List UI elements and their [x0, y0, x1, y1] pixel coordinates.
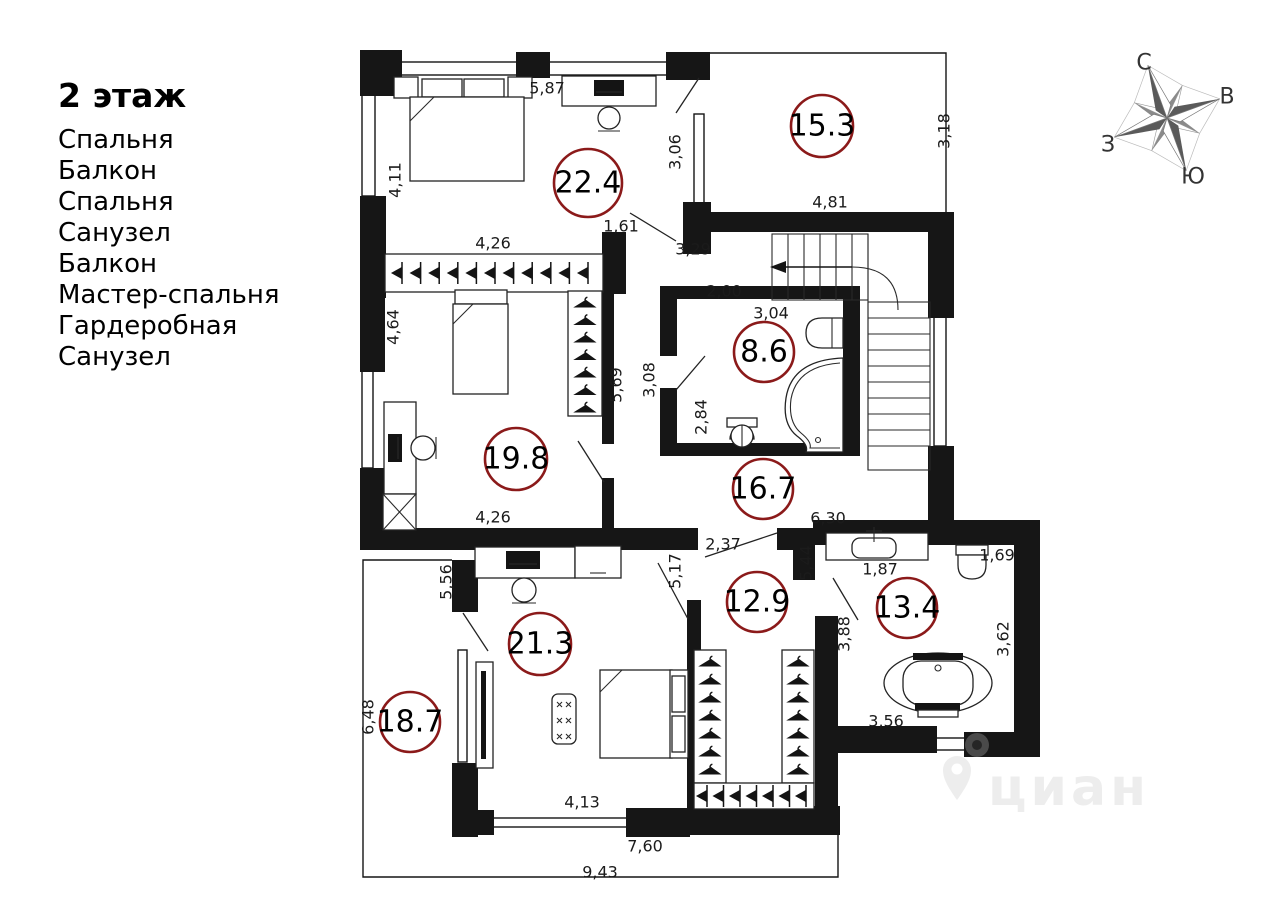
room-area-value: 12.9: [723, 584, 791, 620]
dim-label: 2,37: [705, 534, 741, 554]
compass-east-label: В: [1219, 84, 1235, 110]
chair-icon: [411, 436, 435, 460]
dim-label: 2,84: [691, 399, 711, 435]
dim-label: 6,48: [358, 699, 378, 735]
dim-label: 5,56: [436, 564, 456, 600]
wall: [602, 232, 626, 294]
dim-label: 7,60: [627, 836, 663, 856]
window-left-bedroom2: [362, 370, 373, 468]
dimension-labels: [359, 79, 1015, 882]
legend-item-bedroom-2: Спальня: [58, 187, 174, 217]
window-master-balcony: [458, 650, 467, 762]
dim-label: 1,69: [979, 545, 1015, 565]
room-area-value: 15.3: [788, 108, 856, 144]
room-area-master: [507, 613, 574, 675]
desk-master: [475, 546, 621, 603]
legend-item-balcony-1: Балкон: [58, 156, 157, 186]
wall: [660, 286, 860, 299]
dim-label: 3,62: [993, 621, 1013, 657]
dim-label: 3,56: [868, 711, 904, 731]
room-area-wardrobe: [724, 572, 791, 632]
room-area-bedroom2: [483, 428, 550, 490]
room-area-value: 19.8: [482, 441, 550, 477]
dim-label: 4,64: [383, 309, 403, 345]
dim-label: 6,30: [810, 508, 846, 528]
chair-icon: [598, 107, 620, 129]
room-area-value: 22.4: [554, 165, 622, 201]
compass-south-label: Ю: [1181, 164, 1205, 190]
wall: [843, 286, 860, 456]
room-area-bathroom1: [734, 322, 794, 382]
dim-label: 3,88: [834, 616, 854, 652]
wall: [602, 478, 614, 530]
room-area-value: 21.3: [506, 626, 574, 662]
ottoman-bench: [552, 694, 576, 744]
dim-label: 2,00: [706, 281, 742, 301]
sink-icon: [806, 318, 843, 348]
door-bathroom2: [833, 578, 858, 620]
pipe-column: [965, 733, 989, 757]
pin-icon: [943, 756, 971, 800]
legend-item-balcony-2: Балкон: [58, 249, 157, 279]
stair-direction-arrow: [770, 261, 852, 273]
legend-item-bathroom-1: Санузел: [58, 218, 171, 248]
compass-rose: [1095, 46, 1239, 190]
room-area-value: 18.7: [376, 704, 444, 740]
wall: [360, 196, 386, 298]
wall: [688, 806, 840, 835]
toilet-icon: [727, 418, 757, 447]
corner-bathtub-icon: [785, 358, 843, 452]
room-area-bedroom1: [554, 149, 622, 217]
double-bed: [394, 77, 532, 181]
watermark-text: циан: [988, 758, 1150, 818]
dim-label: 4,26: [475, 233, 511, 253]
monitor-icon: [594, 80, 624, 96]
desk-bedroom2: [383, 402, 436, 530]
stair-flight-lower: [868, 302, 930, 470]
dim-label: 5,44: [796, 545, 816, 581]
single-bed: [453, 290, 508, 394]
legend-item-bathroom-2: Санузел: [58, 342, 171, 372]
compass-north-label: С: [1136, 50, 1152, 76]
dim-label: 3,06: [665, 134, 685, 170]
master-bed: [600, 670, 688, 758]
walk-in-closet: [694, 650, 814, 809]
wardrobe-bedroom2: [568, 291, 602, 416]
dim-label: 9,43: [582, 862, 618, 882]
dim-label: 3,18: [934, 113, 954, 149]
dim-label: 1,61: [603, 216, 639, 236]
wall: [928, 280, 954, 318]
dim-label: 3,29: [675, 239, 711, 259]
room-area-balcony1: [789, 95, 856, 157]
watermark: [943, 756, 1150, 818]
dim-label: 5,17: [665, 553, 685, 589]
wall: [516, 52, 550, 78]
desk-bedroom1: [562, 76, 656, 131]
room-area-bathroom2: [874, 578, 941, 638]
glazed-partition-balcony1: [694, 114, 704, 212]
dim-label: 4,81: [812, 192, 848, 212]
oval-bathtub-icon: [884, 653, 992, 717]
wall: [360, 296, 385, 372]
dim-label: 5,87: [529, 78, 565, 98]
wall: [1014, 520, 1040, 757]
door-bedroom2: [578, 441, 604, 482]
wall: [452, 560, 478, 612]
room-area-value: 16.7: [729, 471, 797, 507]
compass-west-label: З: [1100, 132, 1116, 158]
wall: [660, 286, 677, 356]
wall: [666, 52, 710, 80]
room-area-value: 13.4: [873, 590, 941, 626]
dim-label: 3,04: [753, 303, 789, 323]
room-area-value: 8.6: [740, 334, 788, 370]
wall: [684, 212, 954, 232]
door-bathroom1: [676, 356, 705, 390]
wall: [452, 810, 494, 835]
floor-title: 2 этаж: [58, 76, 187, 115]
compass-star-icon: [1095, 46, 1239, 190]
door-balcony1: [676, 78, 699, 113]
wall: [626, 808, 690, 837]
window-bath2-bottom: [935, 738, 965, 750]
chair-icon: [512, 578, 536, 602]
legend-item-bedroom-1: Спальня: [58, 125, 174, 155]
room-area-hall: [730, 459, 797, 519]
tv-panel-icon: [476, 662, 493, 768]
wardrobe-band-top: [385, 254, 603, 292]
monitor-icon: [388, 434, 402, 462]
window-left-bedroom1: [362, 94, 375, 196]
dim-label: 1,87: [862, 559, 898, 579]
room-area-balcony2: [377, 692, 444, 752]
window-stairs: [934, 316, 946, 446]
dim-label: 5,69: [606, 367, 626, 403]
legend-item-master-bedroom: Мастер-спальня: [58, 280, 280, 310]
wall: [928, 212, 954, 282]
wall: [360, 468, 385, 530]
dim-label: 4,26: [475, 507, 511, 527]
dim-label: 4,13: [564, 792, 600, 812]
door-balcony2: [463, 613, 488, 651]
window-master-bottom: [492, 818, 628, 827]
dim-label: 4,11: [385, 162, 405, 198]
legend-item-wardrobe: Гардеробная: [58, 311, 238, 341]
dim-label: 3,08: [639, 362, 659, 398]
wall: [928, 446, 954, 526]
monitor-icon: [506, 551, 540, 569]
